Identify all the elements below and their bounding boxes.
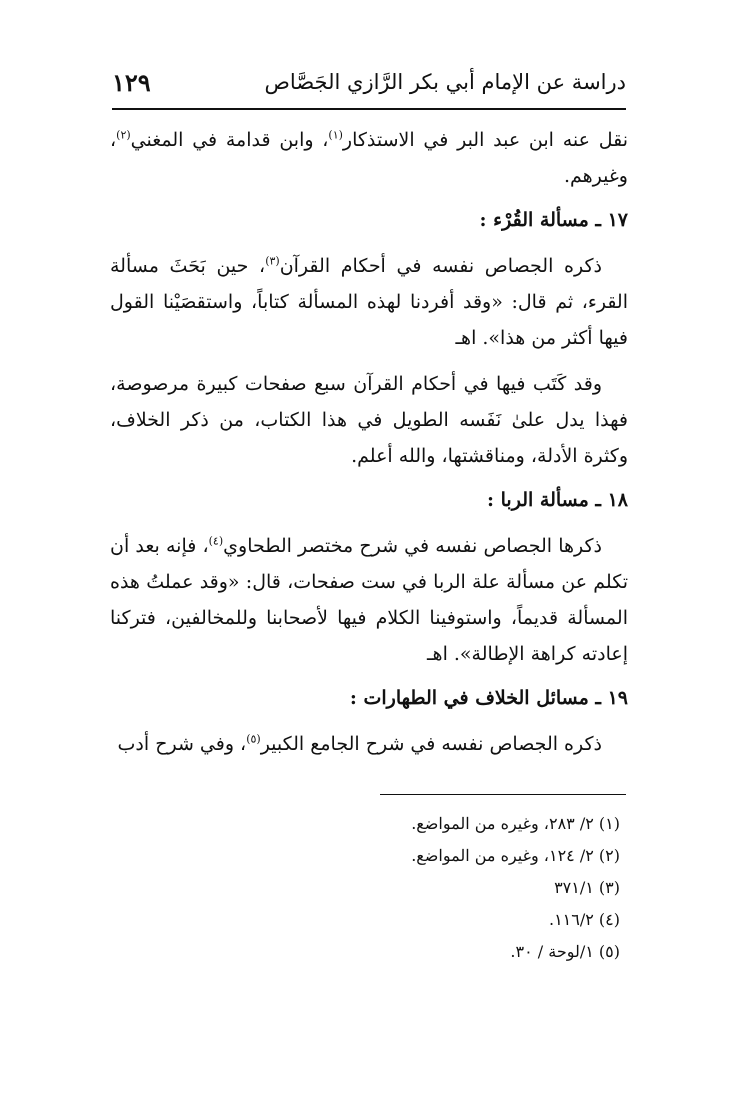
running-title: دراسة عن الإمام أبي بكر الرَّازي الجَصَّاص xyxy=(264,70,626,94)
text-run: نقل عنه ابن عبد البر في الاستذكار xyxy=(342,129,628,151)
paragraph-3: وقد كَتَب فيها في أحكام القرآن سبع صفحات كبيرة مرصوصة، فهذا يدل علىٰ نَفَسه الطويل في هذا الكتاب، من ذكر الخلاف، وكثرة الأدلة، ومناقشتها، والله أعلم. xyxy=(110,373,628,467)
text-run: ، حين بَحَثَ مسألة القرء، ثم قال: «وقد أفردنا لهذه المسألة كتاباً، واستقصَيْنا القول فيها أكثر من هذا». اهـ xyxy=(110,255,628,349)
paragraph-1 xyxy=(110,122,628,194)
footnote-ref-2: (٢) xyxy=(116,128,131,142)
paragraph-4 xyxy=(110,528,628,672)
footnote-3: (٣) ٣٧١/١ xyxy=(554,878,620,897)
footnote-4: (٤) ١١٦/٢. xyxy=(548,910,620,929)
footnotes-list xyxy=(280,808,620,968)
text-run: ذكره الجصاص نفسه في أحكام القرآن xyxy=(279,255,602,277)
text-run: ، وغيرهم. xyxy=(110,129,628,187)
footnote-1: (١) ٢/ ٢٨٣، وغيره من المواضع. xyxy=(411,814,620,833)
text-run: ، وابن قدامة في المغني xyxy=(130,129,329,151)
text-run: ذكره الجصاص نفسه في شرح الجامع الكبير xyxy=(260,733,602,755)
footnote-ref-5: (٥) xyxy=(246,732,261,746)
text-run: ، وفي شرح أدب xyxy=(117,733,247,755)
text-run: ، فإنه بعد أن تكلم عن مسألة علة الربا في ست صفحات، قال: «وقد عملتُ هذه المسألة قديماً، واستوفينا الكلام فيها لأصحابنا وللمخالفين، فتركنا إعادته كراهة الإطالة». اهـ xyxy=(110,535,628,665)
footnote-divider xyxy=(380,794,626,795)
footnote-2: (٢) ٢/ ١٢٤، وغيره من المواضع. xyxy=(411,846,620,865)
text-run: ذكرها الجصاص نفسه في شرح مختصر الطحاوي xyxy=(223,535,602,557)
page-number: ١٢٩ xyxy=(112,68,151,97)
paragraph-5 xyxy=(110,726,628,762)
paragraph-2 xyxy=(110,248,628,356)
footnote-ref-4: (٤) xyxy=(208,534,224,548)
main-text xyxy=(110,122,628,772)
footnote-ref-1: (١) xyxy=(328,128,343,142)
footnote-ref-3: (٣) xyxy=(265,254,280,268)
section-heading-17: ١٧ ـ مسألة القُرْء : xyxy=(479,209,628,231)
section-heading-19: ١٩ ـ مسائل الخلاف في الطهارات : xyxy=(349,687,628,709)
footnote-5: (٥) ١/لوحة / ٣٠. xyxy=(510,942,620,961)
section-heading-18: ١٨ ـ مسألة الربا : xyxy=(487,489,628,511)
running-header xyxy=(112,60,626,110)
